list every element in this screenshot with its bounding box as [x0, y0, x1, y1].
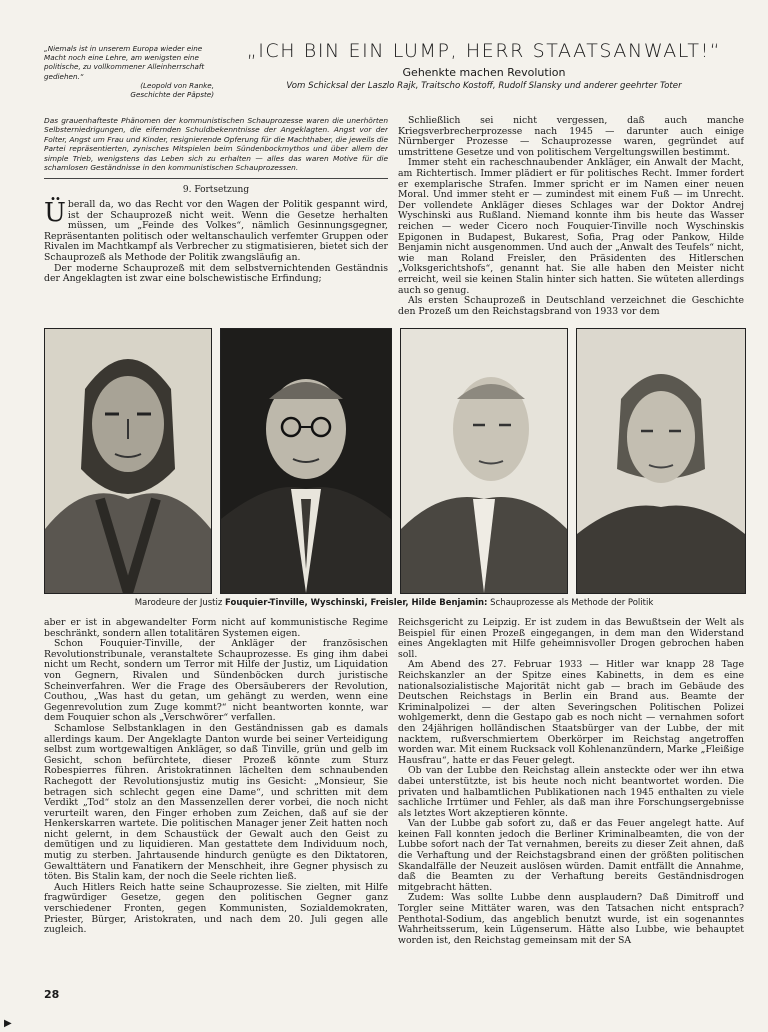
portrait-strip: [44, 328, 744, 592]
triangle-marker-icon: ▶: [4, 1018, 12, 1029]
installment-label: 9. Fortsetzung: [182, 185, 250, 196]
lower-left-column: [44, 618, 388, 984]
paragraph: aber er ist in abgewandelter Form nicht auf kommunistische Regime beschränkt, sondern allen totalitären Systemen eigen.: [44, 618, 388, 639]
portrait-freisler: [400, 328, 568, 594]
paragraph: Van der Lubbe gab sofort zu, daß er das Feuer angelegt hatte. Auf keinen Fall konnten jedoch die Berliner Kriminalbeamten, die von der Lubbe sofort nach der Tat vernahmen, bereits zu dieser Zeit ahnen, daß die Verhaftung und der Reichstagsbrand einen der größten politischen Skandalfälle der Neuzeit auslösen würden. Damit entfällt die Annahme, daß die Beamten zu der Verhaftung bereits Geständnisdrogen mitgebracht hätten.: [398, 818, 744, 893]
upper-left-column: [44, 116, 388, 322]
paragraph: Am Abend des 27. Februar 1933 — Hitler war knapp 28 Tage Reichskanzler an der Spitze eines Kabinetts, in dem es eine nationalsozialistische Majorität nicht gab — brach im Gebäude des Deutschen Reichstags in Berlin ein Brand aus. Beamte der Kriminalpolizei — der alten Severingschen Politischen Polizei wohlgemerkt, denn die Gestapo gab es noch nicht — vernahmen sofort den 24jährigen holländischen Staatsbürger van der Lubbe, der mit nacktem, rußverschmiertem Oberkörper im Reichstag angetroffen worden war. Mit einem Rucksack voll Kohlenanzündern, Marke „Fleißige Hausfrau“, hatte er das Feuer gelegt.: [398, 659, 744, 766]
paragraph: Immer steht ein racheschnaubender Ankläger, ein Anwalt der Macht, am Richtertisch. Immer plädiert er für politisches Recht. Immer fordert er exemplarische Strafen. Immer spricht er im Namen einer neuen Moral. Und immer steht er — zumindest mit einem Fuß — im Unrecht. Der vollendete Ankläger dieses Schlages war der Doktor Andrej Wyschinski aus Rußland. Niemand konnte ihm bis heute das Wasser reichen — weder Cicero noch Fouquier-Tinville noch Wyschinskis Epigonen in Budapest, Bukarest, Sofia, Prag oder Pankow, Hilde Benjamin nicht ausgenommen. Und auch der „Anwalt des Teufels“ nicht, wie man Roland Freisler, den Präsidenten des Hitlerschen „Volksgerichtshofs“, genannt hat. Sie alle haben den Meister nicht erreicht, weil sie keinen Stalin hinter sich hatten. Sie wüteten allerdings auch so genug.: [398, 157, 744, 296]
article-intro: Das grauenhafteste Phänomen der kommunistischen Schauprozesse waren die unerhörten Selbsterniedrigungen, die eifernden Schuldbekenntnisse der Angeklagten. Angst vor der Folter, Angst um Frau und Kinder, resignierende Opferung für die Machthaber, die jeweils die Partei repräsentierten, zynisches Mitspielen beim Sündenbockmythos und über allem der simple Trieb, wenigstens das Leben sich zu erhalten — alles das waren Motive für die schamlosen Geständnisse in den kommunistischen Schauprozessen.: [44, 116, 388, 179]
article-deck: Vom Schicksal der Laszlo Rajk, Traitscho Kostoff, Rudolf Slansky und anderer geehrter Toter: [286, 81, 682, 91]
paragraph: Der moderne Schauprozeß mit dem selbstvernichtenden Geständnis der Angeklagten ist zwar eine bolschewistische Erfindung;: [44, 262, 388, 285]
paragraph: Als ersten Schauprozeß in Deutschland verzeichnet die Geschichte den Prozeß um den Reichstagsbrand von 1933 vor dem: [398, 295, 744, 317]
upper-right-column: [398, 116, 744, 322]
page-number: 28: [44, 988, 60, 1001]
paragraph: Ob van der Lubbe den Reichstag allein ansteckte oder wer ihn etwa dabei unterstützte, ist bis heute noch nicht beantwortet worden. Die privaten und halbamtlichen Publikationen nach 1945 enthalten zu viele sachliche Irrtümer und Fehler, als daß man ihre Forschungsergebnisse als letztes Wort akzeptieren könnte.: [398, 765, 744, 819]
paragraph: [44, 200, 388, 264]
photo-caption: [44, 598, 744, 608]
drop-cap: Ü: [44, 198, 66, 229]
paragraph-text: berall da, wo das Recht vor den Wagen der Politik gespannt wird, ist der Schauprozeß nicht weit. Wenn die Gesetze herhalten müssen, um „Feinde des Volkes“, nämlich Gesinnungsgegner, Repräsentanten politisch oder weltanschaulich verfemter Gruppen oder Rivalen im Machtkampf als Verbrecher zu stigmatisieren, bietet sich der Schauprozeß als Methode der Politik zwangsläufig an.: [44, 199, 388, 263]
epigraph-source-2: Geschichte der Päpste): [130, 90, 214, 100]
portrait-hilde-benjamin: [576, 328, 746, 594]
paragraph: Schamlose Selbstanklagen in den Geständnissen gab es damals allerdings kaum. Der Angeklagte Danton wurde bei seiner Verteidigung selbst zum wortgewaltigen Ankläger, so daß Tinville, grün und gelb im Gesicht, schon befürchtete, dieser Prozeß könnte zum Sturz Robespierres führen. Aristokratinnen lächelten dem schnaubenden Rachegott der Revolutionsjustiz mutig ins Gesicht: „Monsieur, Sie betragen sich schlecht gegen eine Dame“, und schritten mit dem Verdikt „Tod“ stolz an den Massenzellen derer vorbei, die noch nicht verurteilt waren, den Finger erhoben zum Zeichen, daß auf sie der Henkerskarren wartete. Die politischen Manager jener Zeit hatten noch nicht gelernt, in dem Schaustück der Gewalt auch den Geist zu demütigen und zu liquidieren. Man gestattete dem Individuum noch, mutig zu sterben. Jahrtausende hindurch genügte es den Diktatoren, Gewalttätern und Fanatikern der Menschheit, ihre Gegner physisch zu töten. Bis Stalin kam, der noch die Seele richten ließ.: [44, 722, 388, 883]
lower-right-column: [398, 618, 744, 1018]
caption-prefix: Marodeure der Justiz: [134, 598, 223, 608]
portrait-fouquier-tinville: [44, 328, 212, 594]
portrait-wyschinski: [220, 328, 392, 594]
headline: [224, 40, 744, 91]
paragraph: Auch Hitlers Reich hatte seine Schauprozesse. Sie zielten, mit Hilfe fragwürdiger Gesetze, gegen den politischen Gegner ganz verschiedener Fronten, gegen Kommunisten, Sozialdemokraten, Priester, Bürger, Aristokraten, und nach dem 20. Juli gegen alle zugleich.: [44, 881, 388, 936]
paragraph: Reichsgericht zu Leipzig. Er ist zudem in das Bewußtsein der Welt als Beispiel für einen Prozeß eingegangen, in dem man den Widerstand eines Angeklagten mit Hilfe geheimnisvoller Drogen gebrochen haben soll.: [398, 618, 744, 660]
paragraph: Schon Fouquier-Tinville, der Ankläger der französischen Revolutionstribunale, veranstaltete Schauprozesse. Es ging ihm dabei nicht um Recht, sondern um Terror mit Hilfe der Justiz, um Liquidation von Gegnern, Rivalen und Sündenböcken durch juristische Scheinverfahren. Wer die Frage des Obersäuberers der Revolution, Couthou, „Was hast du getan, um gehängt zu werden, wenn eine Gegenrevolution zum Zuge kommt?“ nicht beantworten konnte, war dem Fouquier schon als „Verschwörer“ verfallen.: [44, 638, 388, 724]
caption-names: Fouquier-Tinville, Wyschinski, Freisler, Hilde Benjamin:: [225, 598, 488, 608]
paragraph: Zudem: Was sollte Lubbe denn ausplaudern? Daß Dimitroff und Torgler seine Mittäter waren, was den Tatsachen nicht entsprach? Penthotal-Sodium, das angeblich benutzt wurde, ist ein sogenanntes Wahrheitsserum, kein Lügenserum. Hätte also Lubbe, wie behauptet worden ist, den Reichstag gemeinsam mit der SA: [398, 892, 744, 946]
epigraph-source-1: (Leopold von Ranke,: [140, 80, 214, 90]
caption-suffix: Schauprozesse als Methode der Politik: [490, 598, 654, 608]
article-subtitle: Gehenkte machen Revolution: [402, 66, 566, 79]
epigraph: [44, 44, 214, 99]
paragraph: Schließlich sei nicht vergessen, daß auch manche Kriegsverbrecherprozesse nach 1945 — darunter auch einige Nürnberger Prozesse — Schauprozesse waren, gegründet auf umstrittene Gesetze und von politischem Vergeltungswillen bestimmt.: [398, 116, 744, 158]
article-title: „ICH BIN EIN LUMP, HERR STAATSANWALT!“: [246, 40, 722, 62]
epigraph-text: „Niemals ist in unserem Europa wieder eine Macht noch eine Lehre, am wenigsten eine politische, zu vollkommener Alleinherrschaft gediehen.“: [44, 44, 205, 81]
